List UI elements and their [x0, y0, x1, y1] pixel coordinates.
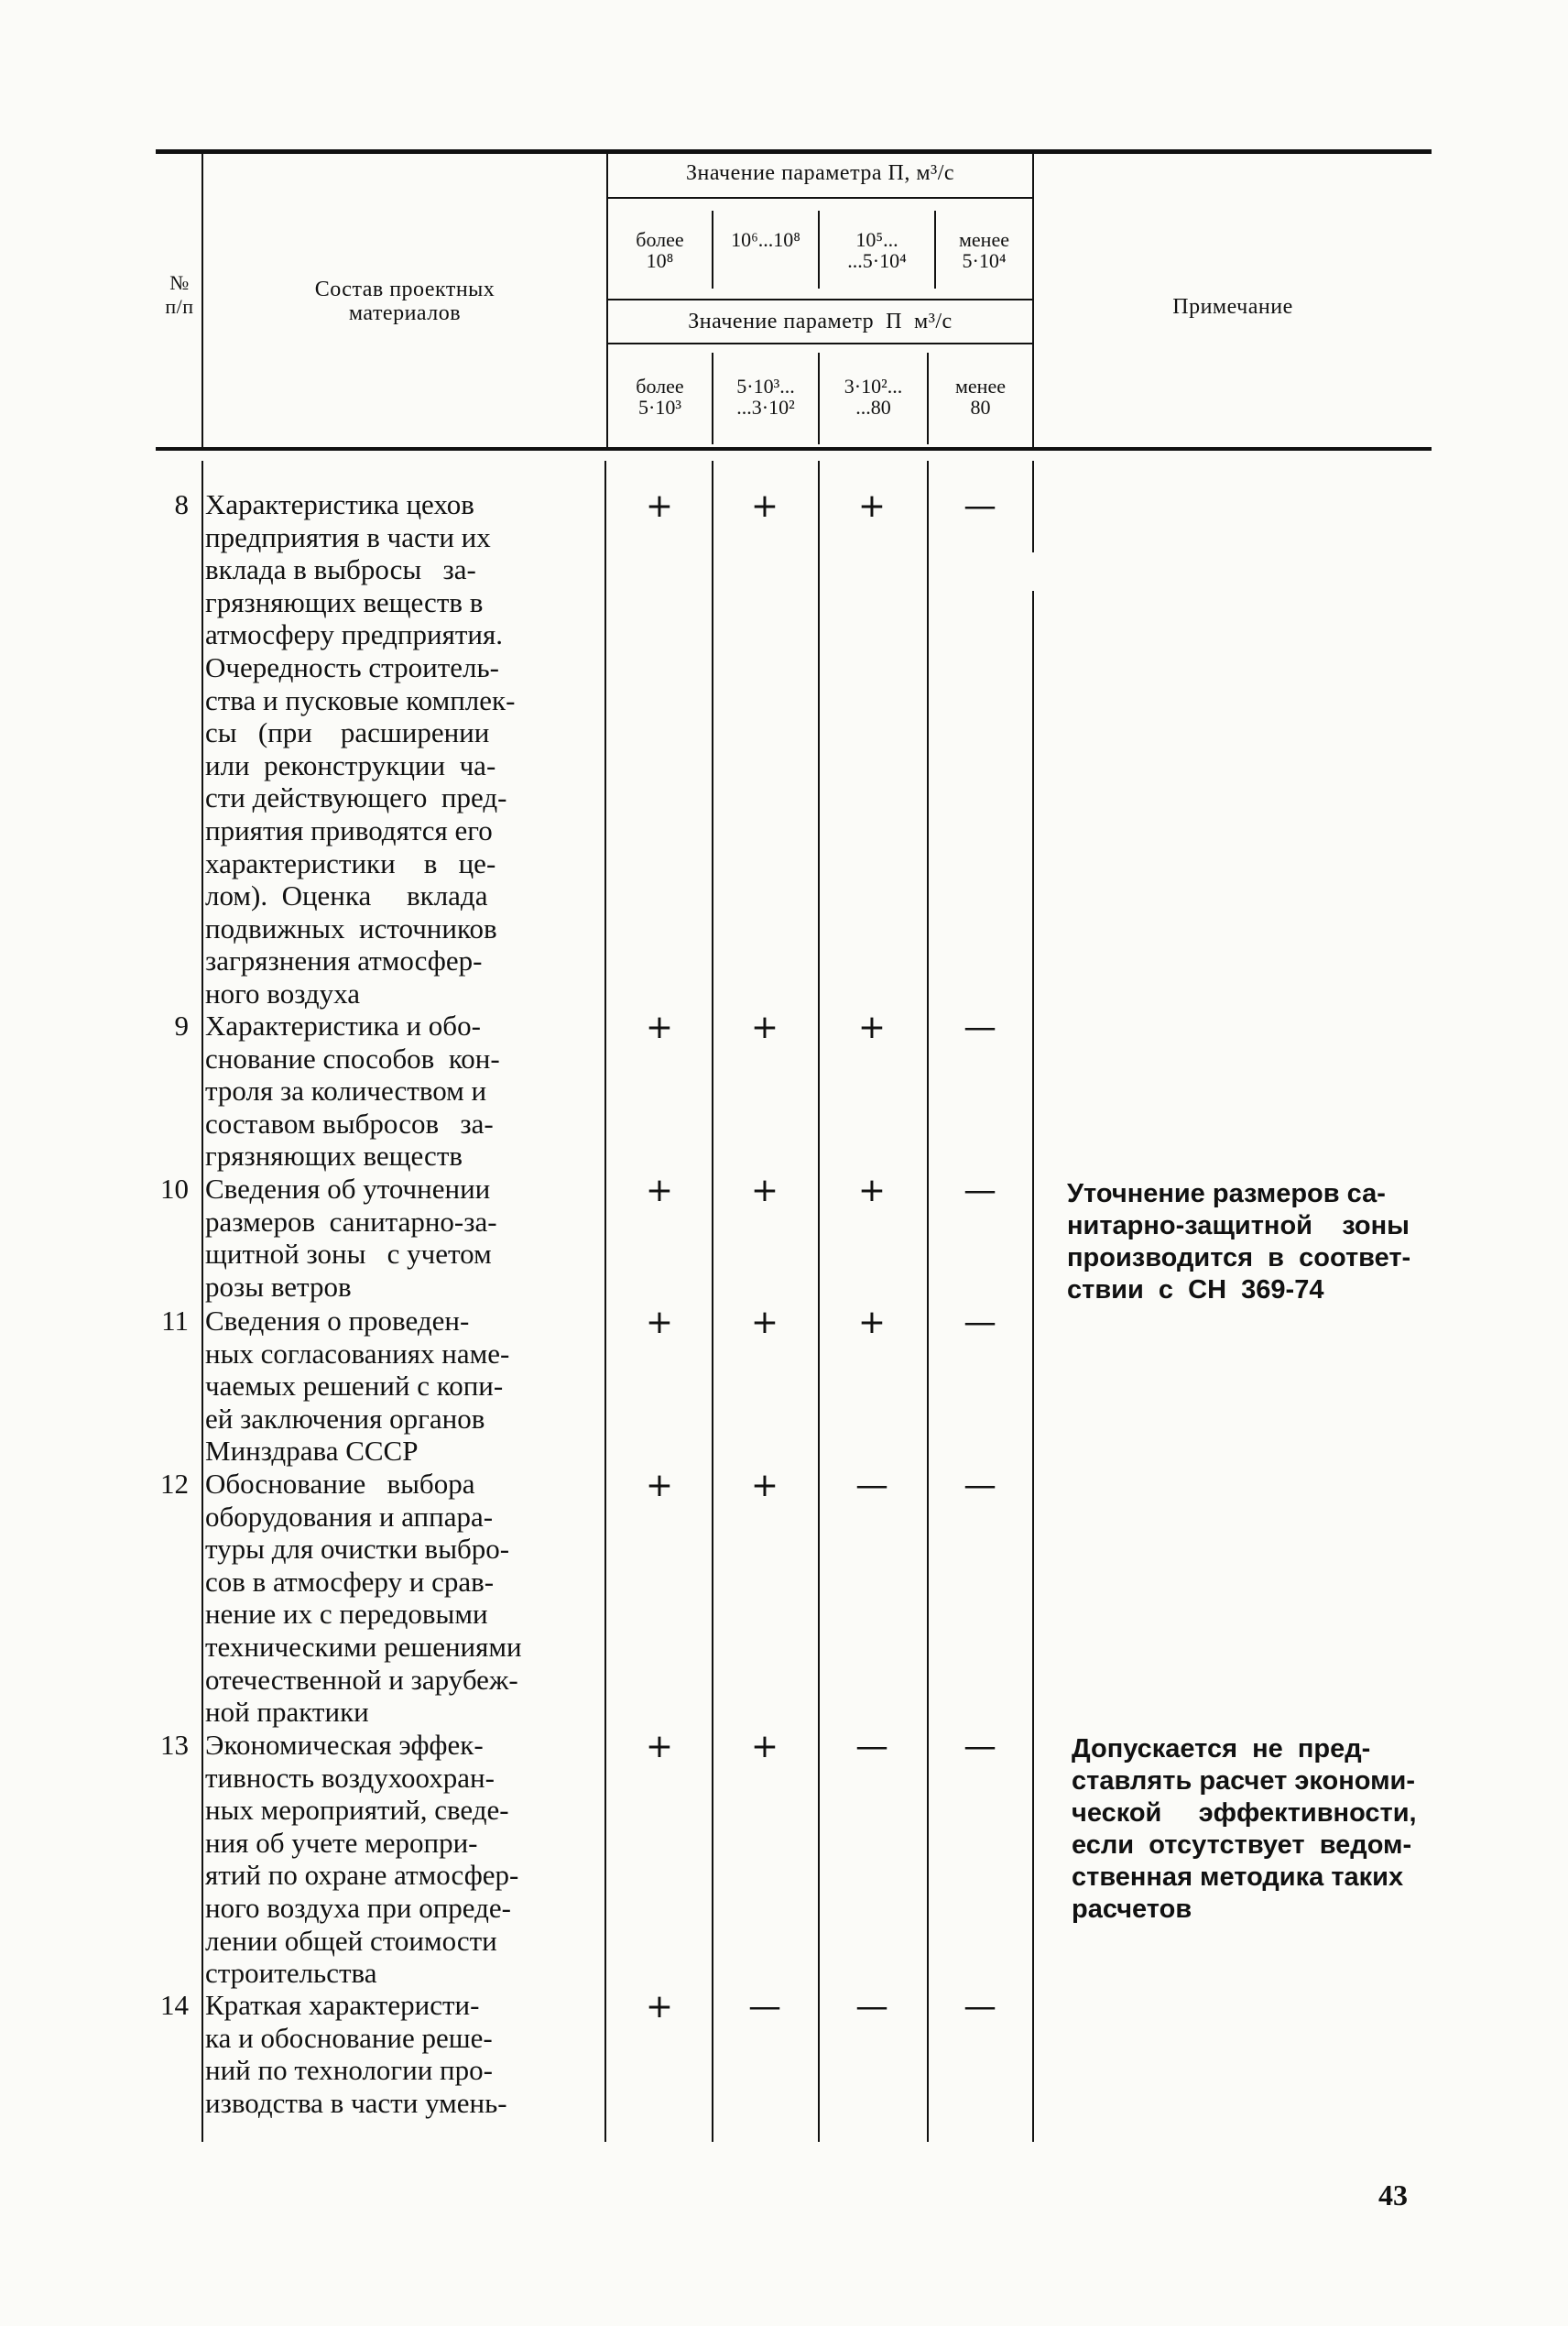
header-composition-col: Состав проектных материалов	[314, 278, 495, 325]
table-header-bottom-rule	[156, 447, 1432, 451]
row-description: Обоснование выбора оборудования и аппара- туры для очистки выбро- сов в атмосферу и срав- нение их с передовыми техническими решениями отечественной и зарубеж- ной практики	[205, 1468, 522, 1729]
row-mark: +	[645, 1009, 674, 1046]
row-mark: —	[964, 1304, 996, 1341]
row-number: 11	[161, 1305, 189, 1337]
body-col-divider-4a	[1032, 461, 1034, 552]
row-mark: —	[964, 487, 996, 525]
row-number: 10	[160, 1173, 189, 1205]
row-mark: —	[855, 1988, 888, 2026]
row-mark: +	[857, 1172, 887, 1209]
row-mark: +	[750, 1009, 779, 1046]
row-mark: —	[964, 1172, 996, 1209]
row-mark: +	[645, 1467, 674, 1504]
header-param-p-title: Значение параметр П м³/с	[688, 310, 953, 333]
row-mark: +	[857, 1304, 887, 1341]
row-description: Сведения об уточнении размеров санитарно-за- щитной зоны с учетом розы ветров	[205, 1173, 497, 1303]
row-mark: +	[750, 1172, 779, 1209]
row-number: 9	[174, 1010, 189, 1042]
header-p-range-4: менее 80	[955, 375, 1006, 419]
header-num-col: № п/п	[165, 271, 194, 318]
row-note: Допускается не пред- ставлять расчет экономи- ческой эффективности, если отсутствует ведом- ственная методика таких расчетов	[1072, 1734, 1417, 1924]
header-param-q-title: Значение параметра П, м³/с	[685, 161, 955, 185]
row-description: Экономическая эффек- тивность воздухоохран- ных мероприятий, сведе- ния об учете меропри- ятий по охране атмосфер- ного воздуха при опреде- лении общей стоимости строительства	[205, 1729, 519, 1990]
row-mark: —	[748, 1988, 781, 2026]
row-mark: —	[855, 1467, 888, 1504]
row-number: 13	[160, 1729, 189, 1761]
header-subrule-1	[606, 197, 1032, 199]
header-q-range-1: более 10⁸	[636, 228, 684, 272]
row-mark: —	[855, 1728, 888, 1765]
row-number: 14	[160, 1989, 189, 2021]
row-mark: +	[857, 487, 887, 525]
header-q-range-3: 10⁵... ...5·10⁴	[847, 228, 907, 272]
header-q-range-2: 10⁶...10⁸	[731, 228, 800, 251]
row-mark: —	[964, 1467, 996, 1504]
row-number: 12	[160, 1468, 189, 1500]
body-col-divider-3	[927, 461, 929, 2142]
header-p-range-3: 3·10²... ...80	[844, 375, 903, 419]
row-mark: +	[857, 1009, 887, 1046]
header-subrule-3	[606, 343, 1032, 344]
row-mark: —	[964, 1009, 996, 1046]
row-note: Уточнение размеров са- нитарно-защитной зоны производится в соответ- ствии с СН 369-74	[1067, 1179, 1411, 1305]
row-mark: —	[964, 1728, 996, 1765]
row-description: Характеристика цехов предприятия в части их вклада в выбросы за- грязняющих веществ в атмосферу предприятия. Очередность строитель- ства и пусковые комплек- сы (при расширении или реконструкции ча- сти действующего пред- приятия приводятся его характеристики в це- лом). Оценка вклада подвижных источников загрязнения атмосфер- ного воздуха	[205, 488, 516, 1010]
body-col-divider-desc	[604, 461, 606, 2142]
row-mark: +	[645, 487, 674, 525]
row-mark: —	[964, 1988, 996, 2026]
body-col-divider-4b	[1032, 591, 1034, 2142]
row-mark: +	[645, 1172, 674, 1209]
header-note-col: Примечание	[1172, 295, 1293, 319]
row-mark: +	[645, 1988, 674, 2026]
header-p-range-1: более 5·10³	[636, 375, 684, 419]
row-description: Краткая характеристи- ка и обоснование реше- ний по технологии про- изводства в части умень-	[205, 1989, 507, 2119]
row-mark: +	[750, 1467, 779, 1504]
row-mark: +	[645, 1304, 674, 1341]
body-col-divider-1	[712, 461, 713, 2142]
row-number: 8	[174, 488, 189, 520]
row-mark: +	[750, 1728, 779, 1765]
header-q-range-4: менее 5·10⁴	[959, 228, 1009, 272]
row-description: Сведения о проведен- ных согласованиях наме- чаемых решений с копи- ей заключения органов Минздрава СССР	[205, 1305, 510, 1468]
header-p-range-2: 5·10³... ...3·10²	[736, 375, 795, 419]
row-mark: +	[750, 1304, 779, 1341]
row-mark: +	[645, 1728, 674, 1765]
body-col-divider-2	[818, 461, 820, 2142]
row-mark: +	[750, 487, 779, 525]
body-col-divider-num	[201, 461, 203, 2142]
row-description: Характеристика и обо- снование способов кон- троля за количеством и составом выбросов за- грязняющих веществ	[205, 1010, 500, 1173]
page-number: 43	[1378, 2179, 1408, 2211]
header-subrule-2	[606, 299, 1032, 300]
table-top-rule	[156, 149, 1432, 154]
